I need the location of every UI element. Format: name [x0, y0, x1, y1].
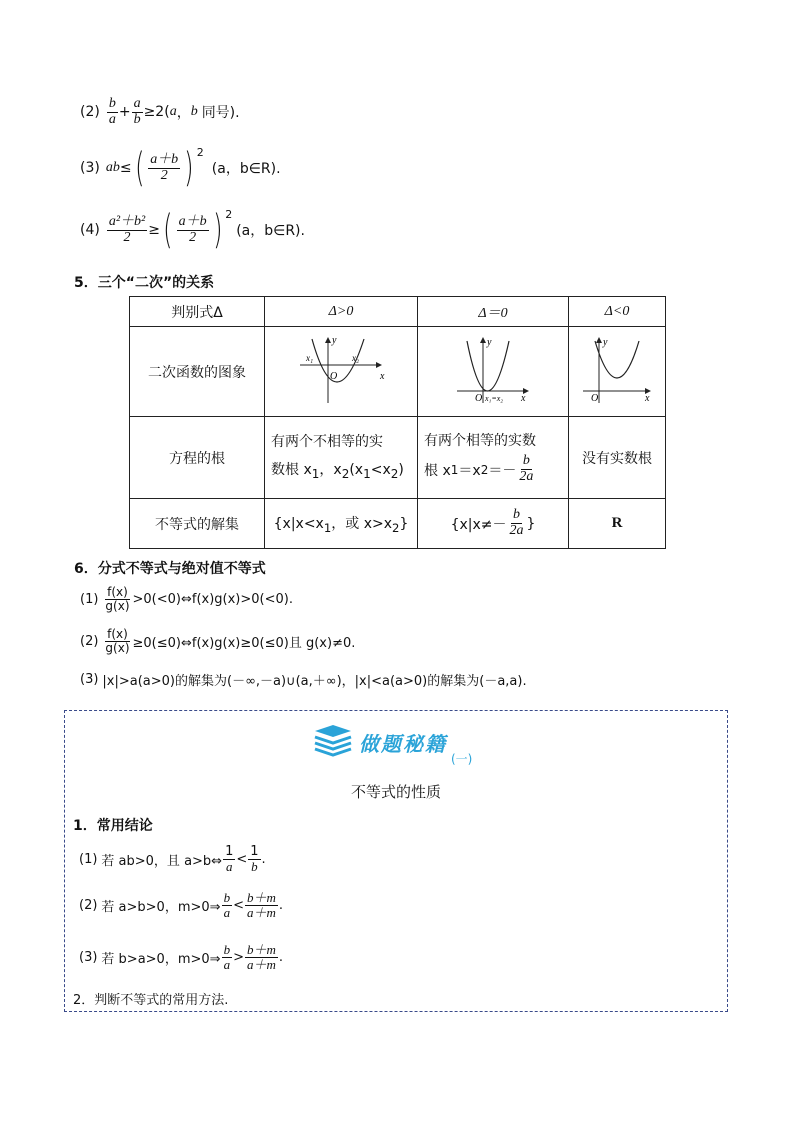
svg-text:x: x: [521, 392, 526, 404]
solution-two: {$x|x<x_1$，或 $x>x_2$}: [265, 499, 418, 549]
inequality-2: (2) $\frac{b}{a}$ + $\frac{a}{b}$ ≥2( a ， b 同号).: [80, 96, 240, 127]
header-positive: Δ>0: [265, 297, 418, 327]
row-graph-label: 二次函数的图象: [130, 327, 265, 417]
solution-none: R: [569, 499, 666, 549]
quadratic-relation-table: [129, 296, 666, 549]
svg-text:y: y: [487, 336, 492, 348]
parabola-one-root-graph: [453, 335, 533, 405]
section-6-title: 6．分式不等式与绝对值不等式: [74, 561, 266, 577]
inequality-3: (3) ab ≤ ( $\frac{a+b}{2}$ ) 2 (a，b∈R).: [80, 145, 281, 191]
row-roots-label: 方程的根: [130, 417, 265, 499]
row-solution-label: 不等式的解集: [130, 499, 265, 549]
svg-text:y: y: [603, 336, 608, 348]
parabola-no-root-graph: [579, 335, 655, 405]
fraction-a-over-b: $\frac{a}{b}$: [133, 96, 141, 127]
rule-3: (3) 若 b>a>0，m>0⇒ $\frac{b}{a}$ > $\frac{b+m}{a+m}$ .: [79, 942, 283, 972]
tips-logo: [313, 723, 473, 766]
ineq-tail: ≥2(: [143, 104, 170, 121]
solution-one: {x|x≠－ $\frac{b}{2a}$ }: [418, 499, 569, 549]
item-number: (2): [80, 104, 100, 121]
fraction-inequality-2: (2) $\frac{f(x)}{g(x)}$ ≥0(≤0)⇔f(x)g(x)≥0(≤0)且 g(x)≠0.: [80, 627, 356, 655]
roots-none: 没有实数根: [569, 417, 666, 499]
header-zero: Δ＝0: [418, 297, 569, 327]
graph-two-roots: [265, 327, 418, 417]
box-last-line: 2．判断不等式的常用方法.: [73, 993, 229, 1008]
logo-text: 做题秘籍: [359, 732, 447, 756]
tips-box: [64, 710, 728, 1012]
header-negative: Δ<0: [569, 297, 666, 327]
svg-text:O: O: [330, 370, 338, 382]
inequality-4: (4) $\frac{\text{a²＋b²}}{2}$ ≥ ( $\frac{a+b}{2}$ ) 2 (a，b∈R).: [80, 207, 305, 253]
rule-1: (1) 若 ab>0，且 a>b⇔ $\frac{1}{a}$ < $\frac{1}{b}$ .: [79, 844, 266, 874]
svg-text:y: y: [332, 334, 337, 346]
roots-one: 有两个相等的实数 根 x 1 ＝x 2 ＝－ $\frac{b}{2a}$: [418, 417, 569, 499]
roots-two: 有两个不相等的实 数根 $x_1$，$x_2(x_1<x_2)$: [265, 417, 418, 499]
svg-text:x: x: [645, 392, 650, 404]
graph-one-root: [418, 327, 569, 417]
books-icon: [313, 723, 353, 757]
fraction-b-over-a: $\frac{b}{a}$: [108, 96, 116, 127]
fraction-inequality-1: (1) $\frac{f(x)}{g(x)}$ >0(<0)⇔f(x)g(x)>0(<0).: [80, 585, 293, 613]
box-heading-1: 1．常用结论: [73, 818, 153, 834]
svg-text:O: O: [475, 392, 483, 404]
absolute-value-inequality: (3) |x|>a(a>0)的解集为(－∞,－a)∪(a,＋∞)，|x|<a(a>0)的解集为(－a,a).: [80, 672, 527, 689]
header-discriminant: 判别式Δ: [130, 297, 265, 327]
svg-text:x₂: x₂: [352, 352, 360, 363]
box-subtitle: 不等式的性质: [350, 783, 441, 801]
parabola-two-roots-graph: [296, 335, 386, 405]
svg-text:O: O: [591, 392, 599, 404]
graph-no-root: [569, 327, 666, 417]
svg-text:x₁: x₁: [306, 352, 314, 363]
rule-2: (2) 若 a>b>0，m>0⇒ $\frac{b}{a}$ < $\frac{b+m}{a+m}$ .: [79, 890, 283, 920]
svg-text:x: x: [380, 370, 385, 382]
logo-subtitle: (一): [451, 752, 473, 766]
section-5-title: 5．三个“二次”的关系: [74, 275, 215, 291]
svg-text:x₁=x₂: x₁=x₂: [485, 393, 504, 403]
